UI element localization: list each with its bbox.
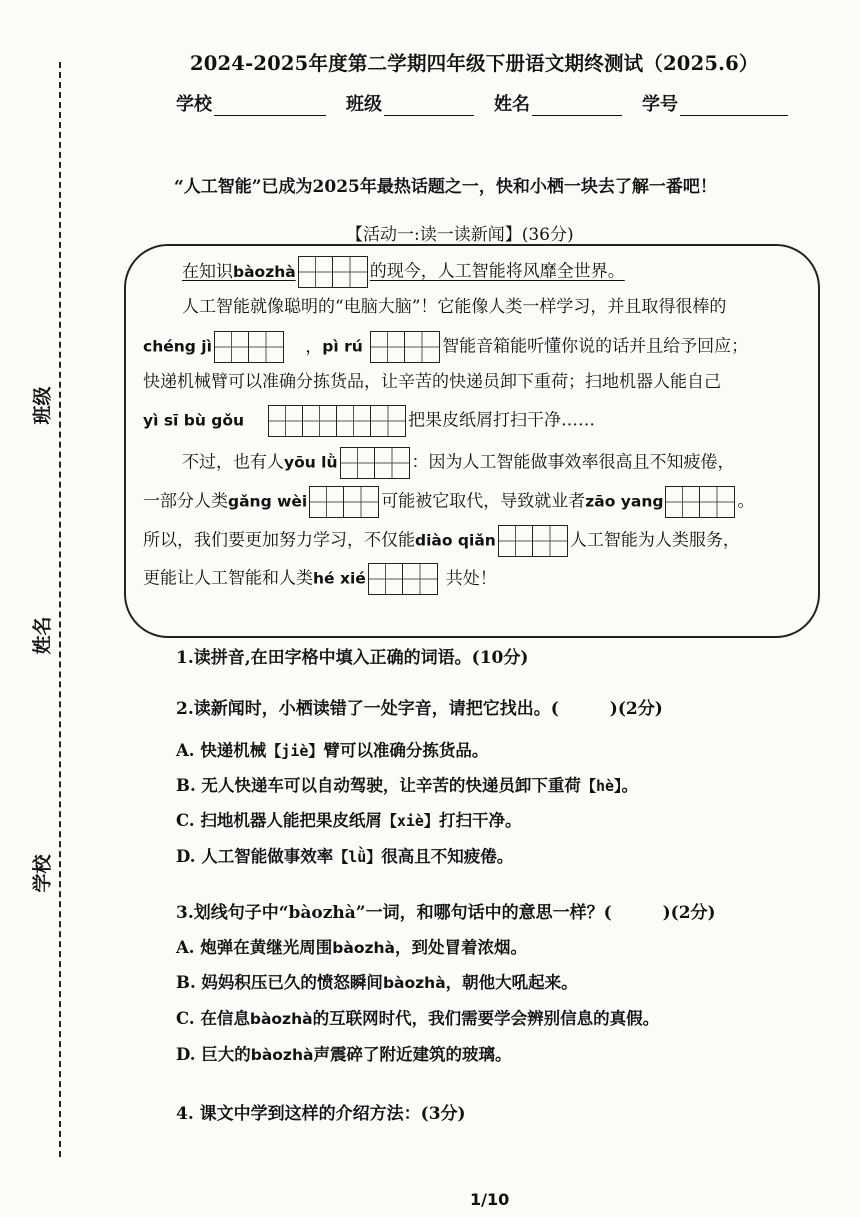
answer-grid-diaoqian[interactable] — [498, 525, 568, 557]
id-label: 学号 — [642, 94, 678, 115]
news-line-4: 快递机械臂可以准确分拣货品，让辛苦的快递员卸下重荷；扫地机器人能自己 — [143, 372, 721, 392]
name-label: 姓名 — [494, 94, 530, 115]
activity-heading: 【活动一:读一读新闻】(36分) — [346, 225, 574, 245]
news-line-5: yì sī bù gǒu 把果皮纸屑打扫干净…… — [143, 405, 595, 437]
question-3: 3.划线句子中“bàozhà”一词，和哪句话中的意思一样？( )(2分) — [176, 903, 716, 923]
answer-grid-chengji[interactable] — [214, 331, 284, 363]
news-line-1: 在知识bàozhà 的现今，人工智能将风靡全世界。 — [182, 256, 625, 288]
q3-option-d[interactable]: D. 巨大的bàozhà声震碎了附近建筑的玻璃。 — [176, 1045, 512, 1064]
answer-grid-yisibugou[interactable] — [268, 405, 406, 437]
answer-grid-baozha[interactable] — [298, 256, 368, 288]
question-2: 2.读新闻时，小栖读错了一处字音，请把它找出。( )(2分) — [176, 699, 663, 719]
side-label-school: 学校 — [31, 854, 54, 893]
q2-option-d[interactable]: D. 人工智能做事效率【lǜ】很高且不知疲倦。 — [176, 847, 514, 866]
class-field[interactable] — [384, 95, 474, 116]
side-label-name: 姓名 — [31, 616, 54, 655]
side-label-class: 班级 — [31, 386, 54, 425]
q3-option-c[interactable]: C. 在信息bàozhà的互联网时代，我们需要学会辨别信息的真假。 — [176, 1009, 660, 1028]
news-line-9: 更能让人工智能和人类hé xié 共处！ — [143, 563, 497, 595]
answer-grid-zaoyang[interactable] — [665, 486, 735, 518]
id-field[interactable] — [680, 95, 788, 116]
name-field[interactable] — [532, 95, 622, 116]
q2-option-b[interactable]: B. 无人快递车可以自动驾驶，让辛苦的快递员卸下重荷【hè】。 — [176, 776, 638, 795]
school-label: 学校 — [176, 94, 212, 115]
exam-title: 2024-2025年度第二学期四年级下册语文期终测试（2025.6） — [190, 52, 759, 75]
q2-option-a[interactable]: A. 快递机械【jiè】臂可以准确分拣货品。 — [176, 741, 489, 760]
answer-grid-youlv[interactable] — [340, 447, 410, 479]
news-line-8: 所以，我们要更加努力学习，不仅能diào qiǎn 人工智能为人类服务， — [143, 525, 740, 557]
news-line-3: chéng jì ，pì rú 智能音箱能听懂你说的话并且给予回应； — [143, 331, 748, 363]
answer-grid-hexie[interactable] — [368, 563, 438, 595]
intro-text: “人工智能”已成为2025年最热话题之一，快和小栖一块去了解一番吧！ — [174, 177, 717, 197]
question-4: 4. 课文中学到这样的介绍方法：(3分) — [176, 1104, 466, 1124]
student-info-row — [176, 90, 796, 116]
class-label: 班级 — [346, 94, 382, 115]
page-number: 1/10 — [470, 1190, 510, 1209]
school-field[interactable] — [214, 95, 326, 116]
news-line-2: 人工智能就像聪明的“电脑大脑”！它能像人类一样学习，并且取得很棒的 — [182, 297, 727, 317]
q3-option-a[interactable]: A. 炮弹在黄继光周围bàozhà，到处冒着浓烟。 — [176, 938, 528, 957]
q3-option-b[interactable]: B. 妈妈积压已久的愤怒瞬间bàozhà，朝他大吼起来。 — [176, 973, 578, 992]
news-line-6: 不过，也有人yōu lǜ ：因为人工智能做事效率很高且不知疲倦， — [182, 447, 735, 479]
news-line-7: 一部分人类gǎng wèi 可能被它取代，导致就业者zāo yang 。 — [143, 486, 754, 518]
binding-dashed-line — [59, 62, 61, 1157]
q2-option-c[interactable]: C. 扫地机器人能把果皮纸屑【xiè】打扫干净。 — [176, 811, 522, 830]
answer-grid-piru[interactable] — [370, 331, 440, 363]
answer-grid-gangwei[interactable] — [309, 486, 379, 518]
question-1: 1.读拼音,在田字格中填入正确的词语。(10分) — [176, 648, 529, 668]
